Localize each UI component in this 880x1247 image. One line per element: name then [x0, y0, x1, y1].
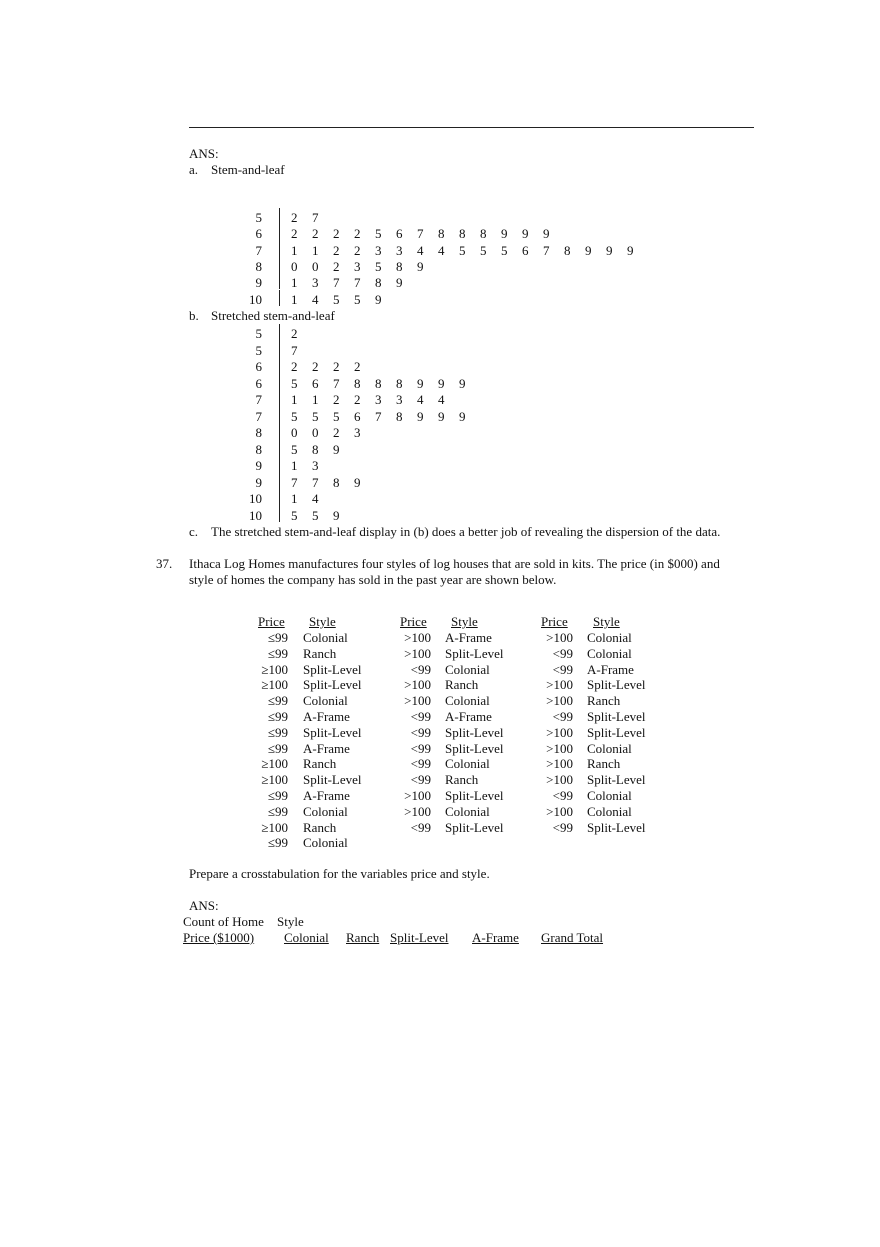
style-cell: Ranch [587, 693, 621, 709]
leaf: 2 [333, 392, 340, 407]
leaf: 8 [480, 226, 487, 242]
price-cell: >100 [546, 772, 573, 788]
price-cell: <99 [410, 740, 431, 756]
leaf: 9 [606, 242, 613, 258]
price-cell: <99 [552, 788, 573, 803]
leaf: 9 [396, 275, 403, 291]
leaf: 9 [417, 258, 424, 274]
style-cell: A-Frame [587, 661, 634, 677]
price-header: Price [541, 614, 568, 629]
leaf: 8 [438, 226, 445, 242]
style-cell: Colonial [587, 645, 632, 661]
leaf: 2 [291, 326, 298, 341]
price-cell: >100 [546, 693, 573, 709]
stem-leaf-b-stem: 5 [255, 326, 262, 341]
leaf: 9 [375, 291, 382, 307]
leaf: 1 [291, 392, 298, 407]
price-header: Price [400, 614, 427, 629]
style-cell: Ranch [445, 772, 479, 788]
leaf: 5 [312, 408, 319, 424]
part-b-label: b. [189, 308, 199, 323]
part-a-title: Stem-and-leaf [211, 162, 285, 177]
crosstab-col-a-frame: A-Frame [472, 930, 519, 945]
style-cell: A-Frame [303, 788, 350, 803]
leaf: 9 [459, 408, 466, 424]
leaf: 4 [438, 392, 445, 407]
style-cell: A-Frame [445, 709, 492, 724]
stem-leaf-a-leaves [291, 210, 333, 226]
leaf: 8 [396, 408, 403, 424]
leaf: 0 [312, 258, 319, 274]
leaf: 2 [312, 359, 319, 374]
price-cell: >100 [546, 803, 573, 819]
leaf: 2 [291, 359, 298, 374]
price-cell: >100 [404, 645, 431, 661]
leaf: 9 [543, 226, 550, 242]
leaf: 7 [291, 342, 298, 358]
leaf: 5 [375, 258, 382, 274]
stem-leaf-b-divider [279, 374, 280, 391]
leaf: 8 [354, 375, 361, 391]
leaf: 6 [396, 226, 403, 242]
stem-leaf-b-stem: 6 [255, 359, 262, 374]
style-cell: Colonial [303, 693, 348, 709]
price-cell: ≤99 [267, 693, 288, 709]
style-cell: Split-Level [587, 677, 646, 693]
price-cell: ≥100 [261, 772, 288, 788]
leaf: 3 [354, 425, 361, 440]
stem-leaf-b-leaves [291, 425, 375, 441]
style-cell: Split-Level [303, 661, 362, 677]
stem-leaf-b-stem: 9 [255, 474, 262, 490]
price-cell: ≥100 [261, 677, 288, 693]
leaf: 9 [417, 408, 424, 424]
price-header: Price [258, 614, 285, 629]
stem-leaf-a-leaves [291, 292, 396, 308]
style-cell: Colonial [303, 803, 348, 819]
leaf: 9 [438, 408, 445, 424]
leaf: 8 [396, 375, 403, 391]
stem-leaf-b-divider [279, 506, 280, 523]
style-header: Style [309, 614, 336, 629]
leaf: 1 [291, 491, 298, 506]
stem-leaf-a-divider [279, 273, 280, 289]
price-cell: <99 [552, 709, 573, 724]
leaf: 4 [417, 392, 424, 407]
price-cell: >100 [546, 724, 573, 740]
leaf: 2 [354, 242, 361, 258]
price-cell: ≤99 [267, 788, 288, 803]
leaf: 4 [438, 242, 445, 258]
stem-leaf-b-leaves [291, 475, 375, 491]
part-c-text: The stretched stem-and-leaf display in (b) does a better job of revealing the dispersion of the data. [211, 524, 721, 539]
style-cell: Colonial [445, 661, 490, 677]
style-cell: Colonial [445, 803, 490, 819]
price-cell: <99 [410, 772, 431, 788]
leaf: 9 [333, 507, 340, 523]
part-a-label: a. [189, 162, 199, 177]
stem-leaf-b-leaves [291, 409, 480, 425]
stem-leaf-b-stem: 6 [255, 375, 262, 391]
leaf: 5 [480, 242, 487, 258]
stem-leaf-b-divider [279, 473, 280, 490]
stem-leaf-a-divider [279, 241, 280, 257]
style-cell: Ranch [303, 645, 337, 661]
leaf: 9 [459, 375, 466, 391]
style-cell: Split-Level [587, 819, 646, 835]
leaf: 2 [333, 226, 340, 242]
stem-leaf-b-leaves [291, 359, 375, 375]
stem-leaf-b-leaves [291, 458, 333, 474]
stem-leaf-b-divider [279, 357, 280, 374]
stem-leaf-b-stem: 7 [255, 392, 262, 407]
leaf: 6 [522, 242, 529, 258]
style-cell: Split-Level [445, 645, 504, 661]
leaf: 0 [291, 425, 298, 440]
stem-leaf-a-leaves [291, 275, 417, 291]
part-b-title: Stretched stem-and-leaf [211, 308, 335, 323]
leaf: 3 [375, 392, 382, 407]
leaf: 2 [354, 392, 361, 407]
leaf: 4 [312, 291, 319, 307]
stem-leaf-a-divider [279, 208, 280, 224]
stem-leaf-a-leaves [291, 259, 438, 275]
price-cell: ≤99 [267, 724, 288, 740]
leaf: 2 [333, 359, 340, 374]
leaf: 7 [333, 275, 340, 291]
price-cell: ≤99 [267, 645, 288, 661]
leaf: 3 [354, 258, 361, 274]
style-cell: Split-Level [587, 772, 646, 788]
price-cell: <99 [410, 724, 431, 740]
leaf: 5 [291, 408, 298, 424]
leaf: 2 [333, 258, 340, 274]
crosstab-col-colonial: Colonial [284, 930, 329, 945]
question-line-1: Ithaca Log Homes manufactures four styles of log houses that are sold in kits. The price (in $000) and [189, 556, 720, 571]
leaf: 7 [312, 474, 319, 490]
price-cell: <99 [410, 819, 431, 835]
leaf: 2 [354, 226, 361, 242]
stem-leaf-b-leaves [291, 508, 354, 524]
leaf: 7 [375, 408, 382, 424]
leaf: 1 [291, 458, 298, 473]
stem-leaf-b-stem: 8 [255, 441, 262, 457]
price-cell: ≤99 [267, 630, 288, 645]
leaf: 4 [417, 242, 424, 258]
price-cell: ≤99 [267, 740, 288, 756]
style-cell: Split-Level [587, 724, 646, 740]
leaf: 0 [312, 425, 319, 440]
question-number: 37. [156, 556, 173, 571]
style-cell: Split-Level [303, 772, 362, 788]
price-cell: >100 [404, 788, 431, 803]
leaf: 2 [291, 210, 298, 225]
style-cell: Ranch [303, 819, 337, 835]
leaf: 7 [291, 474, 298, 490]
leaf: 8 [375, 275, 382, 291]
style-cell: Split-Level [303, 677, 362, 693]
leaf: 8 [459, 226, 466, 242]
leaf: 1 [312, 392, 319, 407]
leaf: 9 [501, 226, 508, 242]
price-cell: >100 [546, 740, 573, 756]
stem-leaf-b-divider [279, 440, 280, 457]
stem-leaf-b-stem: 10 [249, 507, 262, 523]
stem-leaf-a-divider [279, 257, 280, 273]
price-cell: ≥100 [261, 756, 288, 772]
leaf: 5 [333, 408, 340, 424]
leaf: 3 [396, 392, 403, 407]
stem-leaf-a-stem: 10 [249, 291, 262, 307]
leaf: 4 [312, 491, 319, 506]
leaf: 9 [333, 441, 340, 457]
style-cell: Colonial [587, 630, 632, 645]
stem-leaf-b-leaves [291, 442, 354, 458]
style-cell: A-Frame [303, 709, 350, 724]
price-cell: >100 [404, 630, 431, 645]
leaf: 6 [312, 375, 319, 391]
stem-leaf-b-leaves [291, 491, 333, 507]
leaf: 6 [354, 408, 361, 424]
style-cell: Colonial [445, 693, 490, 709]
leaf: 9 [438, 375, 445, 391]
leaf: 1 [291, 291, 298, 307]
leaf: 1 [312, 242, 319, 258]
price-cell: ≥100 [261, 819, 288, 835]
part-c-label: c. [189, 524, 199, 539]
leaf: 2 [333, 242, 340, 258]
price-cell: <99 [410, 709, 431, 724]
style-cell: Ranch [303, 756, 337, 772]
leaf: 1 [291, 242, 298, 258]
stem-leaf-b-stem: 9 [255, 458, 262, 473]
stem-leaf-b-divider [279, 390, 280, 407]
stem-leaf-a-leaves [291, 243, 648, 259]
price-cell: >100 [546, 756, 573, 772]
stem-leaf-b-divider [279, 324, 280, 341]
leaf: 5 [291, 507, 298, 523]
style-cell: Split-Level [587, 709, 646, 724]
style-cell: Colonial [587, 740, 632, 756]
leaf: 5 [291, 441, 298, 457]
price-cell: ≤99 [267, 803, 288, 819]
leaf: 3 [312, 458, 319, 473]
stem-leaf-b-leaves [291, 326, 312, 342]
style-cell: Ranch [445, 677, 479, 693]
leaf: 2 [312, 226, 319, 242]
crosstab-col-split-level: Split-Level [390, 930, 449, 945]
price-cell: <99 [552, 661, 573, 677]
style-cell: A-Frame [445, 630, 492, 645]
price-cell: ≤99 [267, 835, 288, 851]
stem-leaf-b-stem: 7 [255, 408, 262, 424]
leaf: 3 [396, 242, 403, 258]
price-cell: >100 [546, 677, 573, 693]
stem-leaf-a-stem: 6 [255, 226, 262, 242]
price-cell: >100 [404, 693, 431, 709]
leaf: 7 [312, 210, 319, 225]
stem-leaf-b-leaves [291, 376, 480, 392]
top-rule [189, 127, 754, 128]
question-line-2: style of homes the company has sold in the past year are shown below. [189, 572, 557, 587]
answer-label: ANS: [189, 146, 219, 161]
leaf: 1 [291, 275, 298, 291]
price-cell: >100 [404, 803, 431, 819]
stem-leaf-b-leaves [291, 392, 459, 408]
style-cell: A-Frame [303, 740, 350, 756]
style-cell: Split-Level [303, 724, 362, 740]
leaf: 0 [291, 258, 298, 274]
instruction-text: Prepare a crosstabulation for the variables price and style. [189, 866, 490, 881]
stem-leaf-b-divider [279, 456, 280, 473]
style-cell: Split-Level [445, 724, 504, 740]
style-cell: Split-Level [445, 788, 504, 803]
style-header: Style [593, 614, 620, 629]
stem-leaf-a-divider [279, 290, 280, 306]
stem-leaf-a-stem: 8 [255, 258, 262, 274]
crosstab-col-ranch: Ranch [346, 930, 380, 945]
style-label: Style [277, 914, 304, 929]
stem-leaf-b-divider [279, 423, 280, 440]
stem-leaf-a-leaves [291, 226, 564, 242]
stem-leaf-b-stem: 10 [249, 491, 262, 506]
leaf: 2 [333, 425, 340, 440]
leaf: 3 [312, 275, 319, 291]
stem-leaf-b-leaves [291, 343, 312, 359]
price-cell: >100 [404, 677, 431, 693]
leaf: 9 [354, 474, 361, 490]
crosstab-col-grand-total: Grand Total [541, 930, 604, 945]
crosstab-row-header: Price ($1000) [183, 930, 255, 945]
leaf: 8 [564, 242, 571, 258]
price-cell: <99 [552, 819, 573, 835]
leaf: 9 [627, 242, 634, 258]
leaf: 7 [333, 375, 340, 391]
stem-leaf-b-stem: 5 [255, 342, 262, 358]
leaf: 5 [375, 226, 382, 242]
style-cell: Colonial [587, 803, 632, 819]
leaf: 5 [333, 291, 340, 307]
stem-leaf-b-stem: 8 [255, 425, 262, 440]
leaf: 7 [543, 242, 550, 258]
leaf: 9 [417, 375, 424, 391]
leaf: 8 [333, 474, 340, 490]
style-cell: Split-Level [445, 819, 504, 835]
leaf: 2 [354, 359, 361, 374]
leaf: 7 [417, 226, 424, 242]
price-cell: <99 [552, 645, 573, 661]
crosstab-ans-label: ANS: [189, 898, 219, 913]
leaf: 5 [291, 375, 298, 391]
leaf: 9 [522, 226, 529, 242]
leaf: 5 [459, 242, 466, 258]
price-cell: ≥100 [261, 661, 288, 677]
style-header: Style [451, 614, 478, 629]
style-cell: Colonial [303, 835, 348, 851]
stem-leaf-b-divider [279, 407, 280, 424]
leaf: 8 [375, 375, 382, 391]
leaf: 9 [585, 242, 592, 258]
stem-leaf-b-divider [279, 341, 280, 358]
stem-leaf-b-divider [279, 489, 280, 506]
style-cell: Colonial [587, 788, 632, 803]
stem-leaf-a-stem: 7 [255, 242, 262, 258]
price-cell: ≤99 [267, 709, 288, 724]
price-cell: <99 [410, 661, 431, 677]
leaf: 8 [396, 258, 403, 274]
leaf: 2 [291, 226, 298, 242]
stem-leaf-a-stem: 9 [255, 275, 262, 291]
count-of-home-label: Count of Home [183, 914, 264, 929]
price-cell: <99 [410, 756, 431, 772]
style-cell: Colonial [303, 630, 348, 645]
leaf: 5 [312, 507, 319, 523]
stem-leaf-a-stem: 5 [255, 210, 262, 225]
leaf: 3 [375, 242, 382, 258]
leaf: 5 [501, 242, 508, 258]
leaf: 7 [354, 275, 361, 291]
price-cell: >100 [546, 630, 573, 645]
style-cell: Ranch [587, 756, 621, 772]
leaf: 5 [354, 291, 361, 307]
style-cell: Colonial [445, 756, 490, 772]
leaf: 8 [312, 441, 319, 457]
style-cell: Split-Level [445, 740, 504, 756]
stem-leaf-a-divider [279, 224, 280, 240]
